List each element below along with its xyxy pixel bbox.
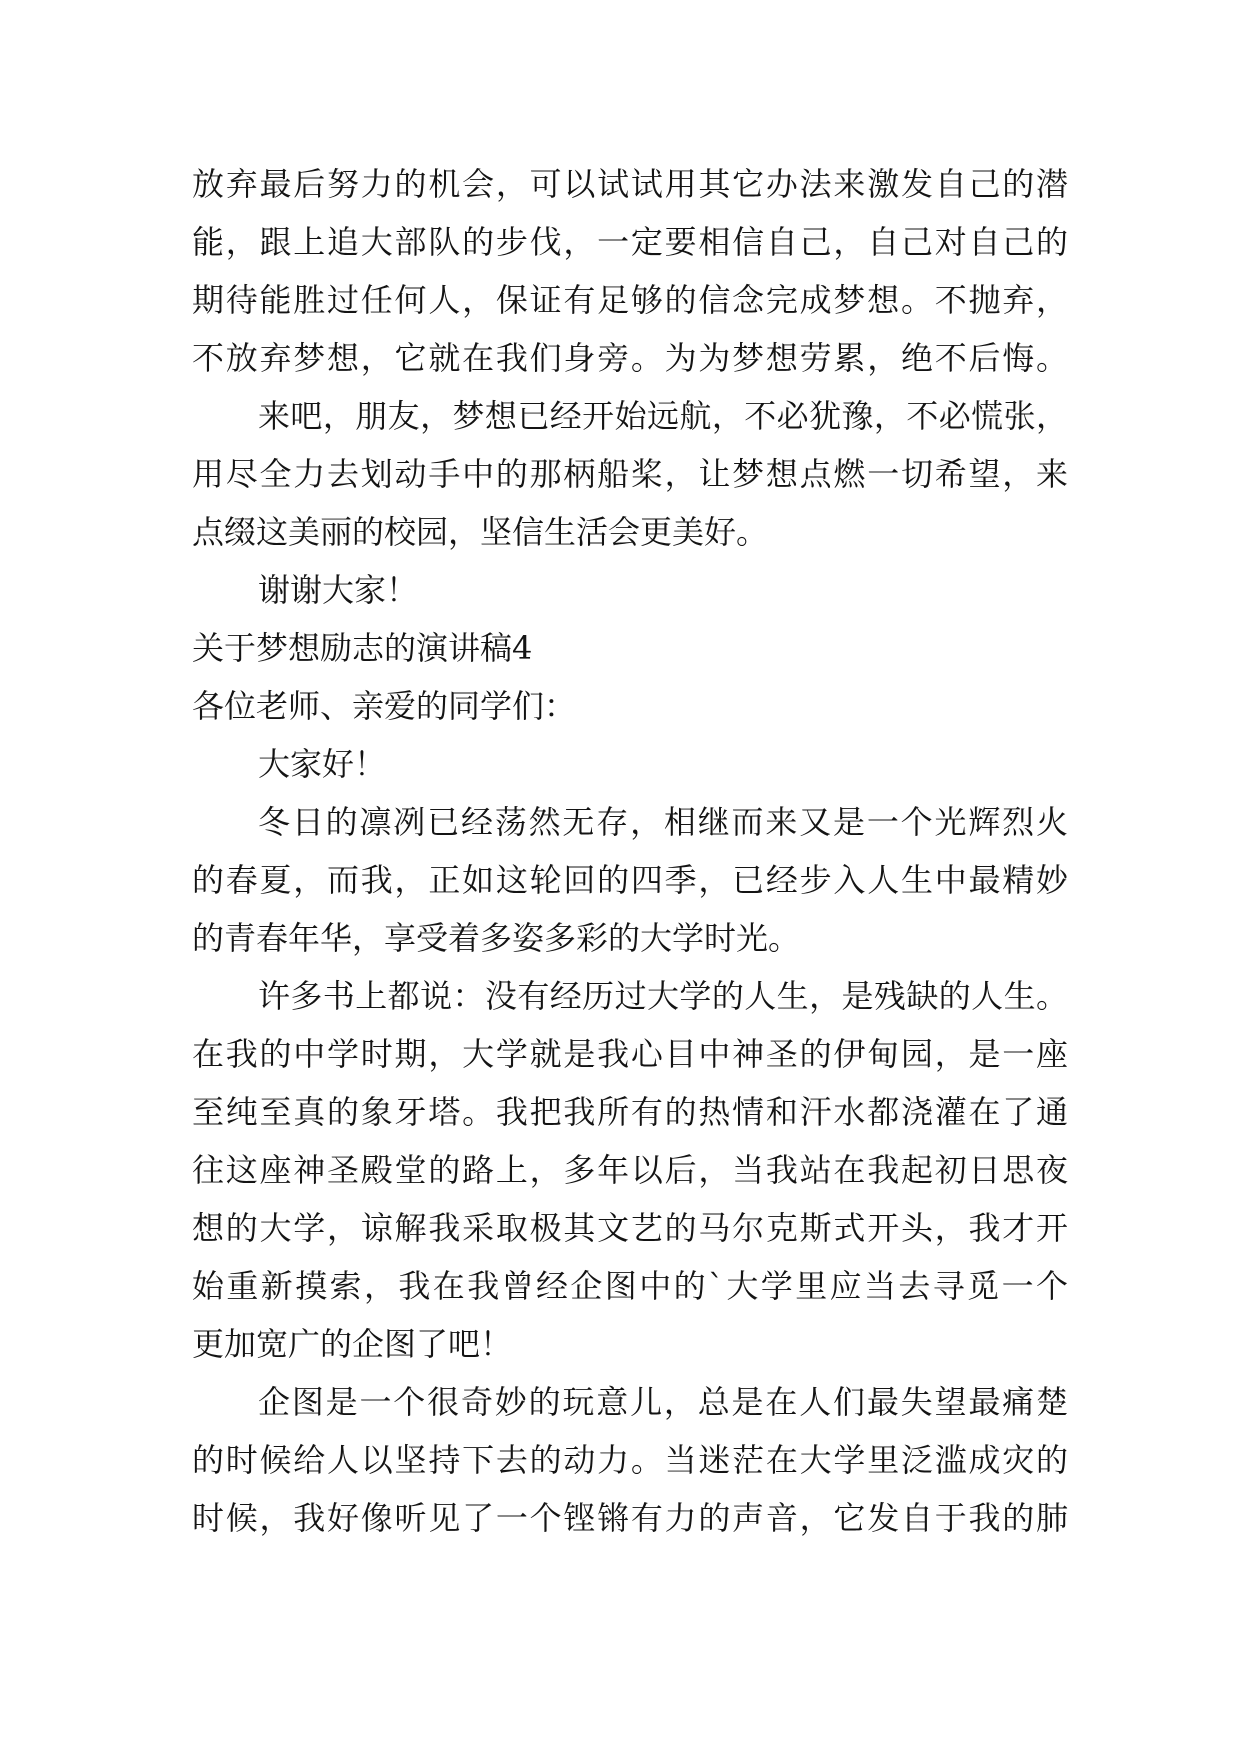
text-line: 企图是一个很奇妙的玩意儿，总是在人们最失望最痛楚 (258, 1383, 1068, 1421)
text-line: 能，跟上追大部队的步伐，一定要相信自己，自己对自己的 (192, 223, 1068, 261)
paragraph (192, 387, 1068, 561)
greeting: 大家好！ (258, 745, 387, 783)
text-line: 时候，我好像听见了一个铿锵有力的声音，它发自于我的肺 (192, 1499, 1068, 1537)
text-line: 谢谢大家！ (258, 571, 419, 609)
text-line: 的时候给人以坚持下去的动力。当迷茫在大学里泛滥成灾的 (192, 1441, 1068, 1479)
text-line: 在我的中学时期，大学就是我心目中神圣的伊甸园，是一座 (192, 1035, 1068, 1073)
page-body (192, 155, 1068, 1547)
speech-title: 关于梦想励志的演讲稿4 (192, 629, 533, 667)
text-line: 许多书上都说：没有经历过大学的人生，是残缺的人生。 (258, 977, 1068, 1015)
text-line: 放弃最后努力的机会，可以试试用其它办法来激发自己的潜 (192, 165, 1068, 203)
text-line: 往这座神圣殿堂的路上，多年以后，当我站在我起初日思夜 (192, 1151, 1068, 1189)
text-line: 不放弃梦想，它就在我们身旁。为为梦想劳累，绝不后悔。 (192, 339, 1068, 377)
text-line: 想的大学，谅解我采取极其文艺的马尔克斯式开头，我才开 (192, 1209, 1068, 1247)
text-line: 的春夏，而我，正如这轮回的四季，已经步入人生中最精妙 (192, 861, 1068, 899)
text-line: 点缀这美丽的校园，坚信生活会更美好。 (192, 513, 769, 551)
paragraph (192, 155, 1068, 387)
paragraph (192, 1373, 1068, 1547)
text-line: 始重新摸索，我在我曾经企图中的`大学里应当去寻觅一个 (192, 1267, 1068, 1305)
text-line: 更加宽广的企图了吧！ (192, 1325, 513, 1363)
closing-thanks (192, 561, 1068, 619)
paragraph (192, 793, 1068, 967)
salutation: 各位老师、亲爱的同学们： (192, 687, 577, 725)
text-line: 的青春年华，享受着多姿多彩的大学时光。 (192, 919, 801, 957)
text-line: 用尽全力去划动手中的那柄船桨，让梦想点燃一切希望，来 (192, 455, 1068, 493)
paragraph (192, 967, 1068, 1373)
text-line: 期待能胜过任何人，保证有足够的信念完成梦想。不抛弃， (192, 281, 1068, 319)
text-line: 冬日的凛冽已经荡然无存，相继而来又是一个光辉烈火 (258, 803, 1068, 841)
text-line: 来吧，朋友，梦想已经开始远航，不必犹豫，不必慌张， (258, 397, 1068, 435)
text-line: 至纯至真的象牙塔。我把我所有的热情和汗水都浇灌在了通 (192, 1093, 1068, 1131)
